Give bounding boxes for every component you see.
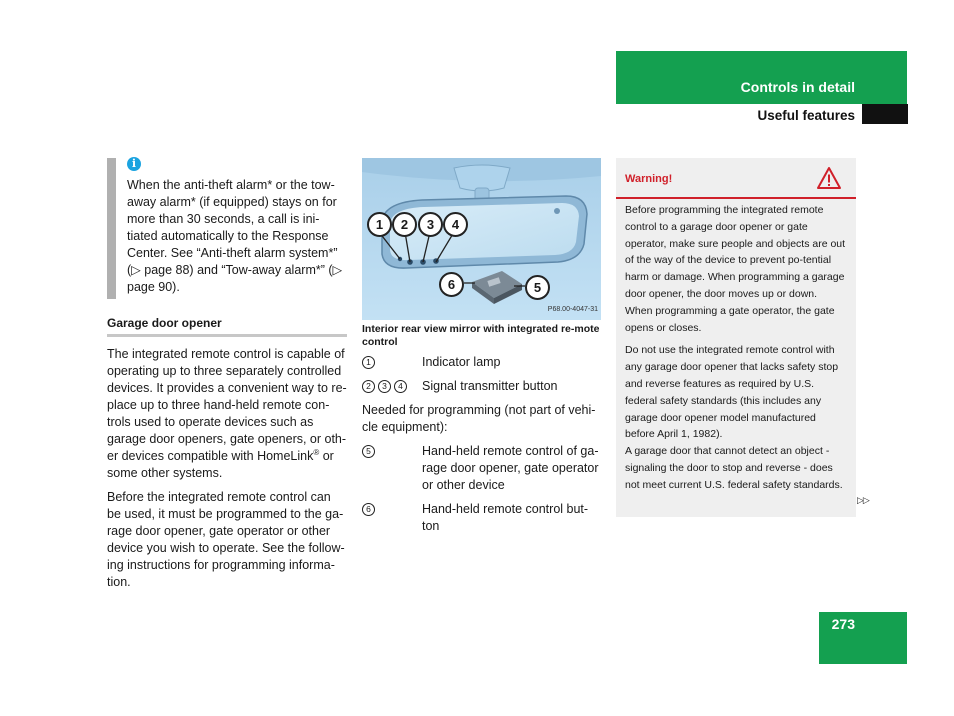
warning-divider — [616, 197, 856, 199]
legend-needed-note: Needed for programming (not part of vehi-cle equipment): — [362, 403, 596, 434]
body-paragraph-1-end: or some other systems. — [107, 449, 334, 480]
registered-mark: ® — [313, 447, 320, 457]
body-paragraph-2: Before the integrated remote control can be used, it must be programmed to the ga-rage door opener, gate operator or other device you wish to operate. See the follow-ing instructions for programming informa-tion. — [107, 490, 345, 589]
callout-1: 1 — [367, 212, 392, 237]
section-divider — [107, 334, 347, 337]
warning-body — [625, 202, 847, 500]
callout-4: 4 — [443, 212, 468, 237]
legend-mark-4: 4 — [394, 380, 407, 393]
legend-text-handheld-remote: Hand-held remote control of ga-rage door opener, gate operator or other device — [422, 444, 599, 492]
warning-title: Warning! — [625, 173, 673, 185]
section-subtitle: Useful features — [757, 108, 855, 123]
legend-mark-2: 2 — [362, 380, 375, 393]
legend-mark-5: 5 — [362, 445, 375, 458]
info-note-bar — [107, 158, 116, 299]
callout-6: 6 — [439, 272, 464, 297]
info-note-text: When the anti-theft alarm* or the tow-away alarm* (if equipped) stays on for more than 30 seconds, a call is ini-tiated automatically to the Response Center. See “Anti-theft alarm system*” (▷ page 88) and “Tow-away alarm*” (▷ page 90). — [127, 178, 343, 294]
info-note — [127, 177, 347, 296]
page-number: 273 — [831, 616, 855, 632]
mirror-illustration — [362, 158, 601, 320]
warning-paragraph-3: A garage door that cannot detect an object - signaling the door to stop and reverse - does not meet current U.S. federal safety standards. — [625, 445, 843, 491]
callout-2: 2 — [392, 212, 417, 237]
callout-3: 3 — [418, 212, 443, 237]
legend-mark-1: 1 — [362, 356, 375, 369]
legend-row-indicator-lamp — [362, 354, 602, 371]
figure-code: P68.00-4047-31 — [547, 306, 598, 313]
legend-text-transmitter-buttons: Signal transmitter button — [422, 379, 558, 393]
legend-row-remote-button — [362, 501, 602, 535]
warning-paragraph-1: Before programming the integrated remote control to a garage door opener or gate operator, make sure people and objects are out of the way of the device to prevent po-tential harm or damage. When programming a garage door opener, the door moves up or down. When programming a gate operator, the gate opens or closes. — [625, 204, 846, 334]
legend-row-transmitter-buttons — [362, 378, 602, 395]
warning-paragraph-2: Do not use the integrated remote control with any garage door opener that lacks safety stop and reverse features as required by U.S. federal safety standards (this includes any garage door opener model manufactured before April 1, 1982). — [625, 344, 839, 441]
chapter-title: Controls in detail — [740, 79, 855, 95]
section-body — [107, 346, 347, 598]
continued-marker: ▷▷ — [857, 495, 869, 505]
mirror-illustration-drawing — [362, 158, 601, 320]
body-paragraph-1-text: The integrated remote control is capable of operating up to three separately controlled devices. It provides a convenient way to re-place up to three hand-held remote con-trols used to operate devices such as garage door openers, gate openers, or oth-er devices compatible with HomeLink — [107, 347, 347, 463]
legend-row-handheld-remote — [362, 443, 602, 494]
header-tab-marker — [862, 104, 908, 124]
info-icon: i — [127, 157, 141, 171]
legend-text-remote-button: Hand-held remote control but-ton — [422, 502, 589, 533]
legend-mark-3: 3 — [378, 380, 391, 393]
callout-5: 5 — [525, 275, 550, 300]
figure-legend — [362, 354, 602, 542]
section-heading: Garage door opener — [107, 316, 222, 330]
header-bar — [616, 51, 907, 104]
legend-mark-6: 6 — [362, 503, 375, 516]
legend-text-indicator-lamp: Indicator lamp — [422, 355, 501, 369]
body-paragraph-1 — [107, 346, 347, 482]
figure-caption: Interior rear view mirror with integrated re-mote control — [362, 323, 600, 348]
warning-triangle-icon — [816, 166, 842, 190]
